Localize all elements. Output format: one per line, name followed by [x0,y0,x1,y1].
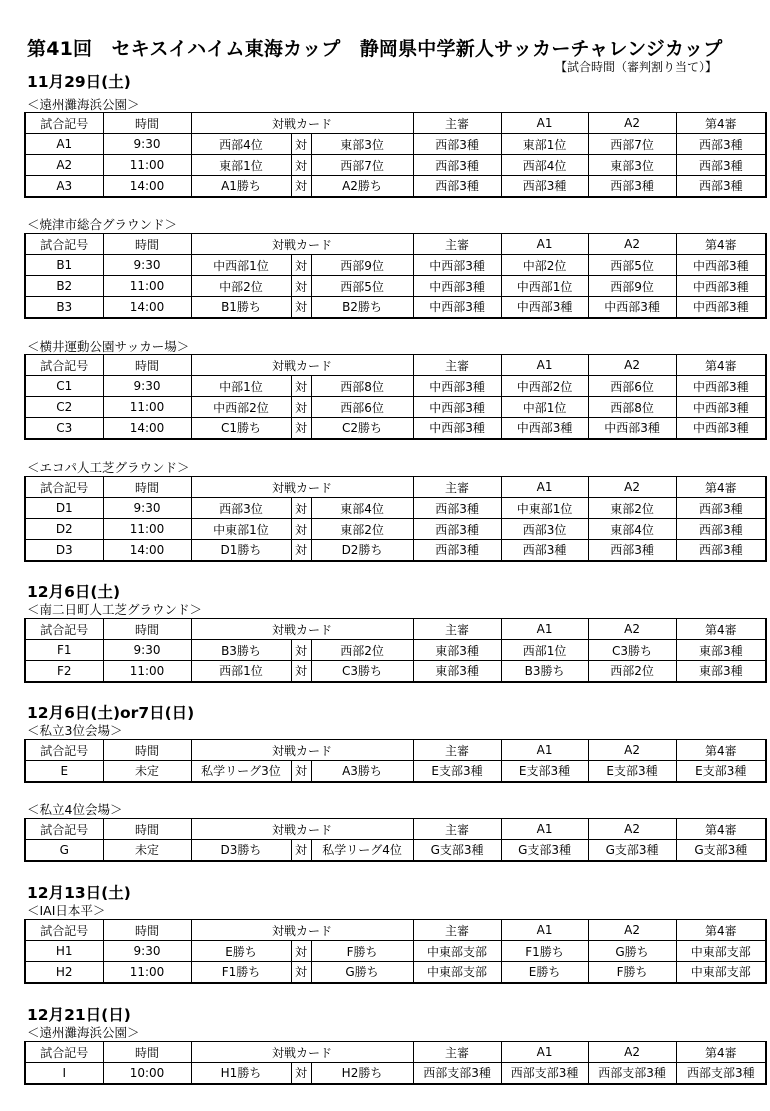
fourth-official: 東部3種 [676,640,766,661]
header-referee: 主審 [413,920,501,941]
team-away: 私学リーグ4位 [311,840,413,861]
header-time: 時間 [103,477,191,498]
team-home: F1勝ち [191,962,291,983]
table-row [25,276,766,297]
match-time: 11:00 [103,962,191,983]
vs-label: 対 [291,640,311,661]
header-a2: A2 [588,740,676,761]
schedule-table [24,476,767,562]
team-home: 中西部1位 [191,255,291,276]
referee-main: E支部3種 [413,761,501,782]
header-match-id: 試合記号 [25,619,103,640]
match-id: D1 [25,498,103,519]
table-row [25,1063,766,1084]
match-id: B2 [25,276,103,297]
table-row [25,962,766,983]
team-away: A2勝ち [311,176,413,197]
assistant-2: 東部4位 [588,519,676,540]
match-time: 11:00 [103,155,191,176]
venue-name: ＜南二日町人工芝グラウンド＞ [27,602,203,617]
venue-name: ＜遠州灘海浜公園＞ [27,97,140,112]
header-a1: A1 [501,740,588,761]
assistant-2: 西部7位 [588,134,676,155]
assistant-2: G支部3種 [588,840,676,861]
fourth-official: E支部3種 [676,761,766,782]
table-row [25,941,766,962]
schedule-table [24,739,767,783]
header-a1: A1 [501,819,588,840]
team-home: E勝ち [191,941,291,962]
team-home: D3勝ち [191,840,291,861]
match-id: D2 [25,519,103,540]
header-referee: 主審 [413,477,501,498]
venue-name: ＜エコパ人工芝グラウンド＞ [27,460,190,475]
venue-name: ＜私立3位会場＞ [27,723,123,738]
team-home: 西部3位 [191,498,291,519]
header-matchup: 対戦カード [191,477,413,498]
table-row [25,376,766,397]
assistant-1: G支部3種 [501,840,588,861]
assistant-2: 中西部3種 [588,297,676,318]
match-id: G [25,840,103,861]
vs-label: 対 [291,176,311,197]
document-title: 第41回 セキスイハイム東海カップ 静岡県中学新人サッカーチャレンジカップ [27,38,723,60]
vs-label: 対 [291,519,311,540]
assistant-1: 西部1位 [501,640,588,661]
vs-label: 対 [291,155,311,176]
table-row [25,176,766,197]
team-home: B1勝ち [191,297,291,318]
team-away: 西部9位 [311,255,413,276]
assistant-2: 西部8位 [588,397,676,418]
assistant-1: E支部3種 [501,761,588,782]
schedule-table [24,233,767,319]
schedule-table [24,1041,767,1085]
header-fourth: 第4審 [676,355,766,376]
team-away: D2勝ち [311,540,413,561]
referee-main: 東部3種 [413,640,501,661]
header-a2: A2 [588,1042,676,1063]
header-a2: A2 [588,355,676,376]
table-row [25,155,766,176]
match-time: 9:30 [103,941,191,962]
assistant-1: B3勝ち [501,661,588,682]
vs-label: 対 [291,941,311,962]
assistant-1: 東部1位 [501,134,588,155]
referee-main: 中西部3種 [413,255,501,276]
vs-label: 対 [291,540,311,561]
section-date: 12月6日(土)or7日(日) [27,704,195,722]
referee-main: 西部3種 [413,519,501,540]
header-time: 時間 [103,819,191,840]
header-referee: 主審 [413,740,501,761]
vs-label: 対 [291,962,311,983]
header-referee: 主審 [413,819,501,840]
fourth-official: 中西部3種 [676,418,766,439]
section-date: 12月21日(日) [27,1006,131,1024]
assistant-1: 西部3種 [501,540,588,561]
assistant-2: 西部3種 [588,540,676,561]
vs-label: 対 [291,840,311,861]
team-home: 中部1位 [191,376,291,397]
header-time: 時間 [103,1042,191,1063]
header-referee: 主審 [413,355,501,376]
match-id: C2 [25,397,103,418]
match-id: B3 [25,297,103,318]
header-time: 時間 [103,113,191,134]
fourth-official: 西部3種 [676,540,766,561]
table-row [25,397,766,418]
referee-main: 西部3種 [413,155,501,176]
vs-label: 対 [291,276,311,297]
table-row [25,418,766,439]
document-subtitle: 【試合時間（審判割り当て）】 [555,60,718,74]
referee-main: 中西部3種 [413,418,501,439]
header-referee: 主審 [413,234,501,255]
match-id: B1 [25,255,103,276]
header-fourth: 第4審 [676,619,766,640]
match-time: 9:30 [103,376,191,397]
team-away: G勝ち [311,962,413,983]
table-header-row [25,234,766,255]
team-away: C2勝ち [311,418,413,439]
header-a2: A2 [588,234,676,255]
match-id: I [25,1063,103,1084]
referee-main: 中西部3種 [413,297,501,318]
header-fourth: 第4審 [676,920,766,941]
assistant-1: 中西部1位 [501,276,588,297]
header-a2: A2 [588,113,676,134]
match-id: F1 [25,640,103,661]
match-time: 14:00 [103,176,191,197]
assistant-1: 西部4位 [501,155,588,176]
referee-main: 西部3種 [413,540,501,561]
vs-label: 対 [291,134,311,155]
header-a2: A2 [588,819,676,840]
fourth-official: 中東部支部 [676,962,766,983]
match-id: C3 [25,418,103,439]
match-time: 11:00 [103,276,191,297]
referee-main: 中東部支部 [413,941,501,962]
team-away: B2勝ち [311,297,413,318]
match-time: 9:30 [103,134,191,155]
table-row [25,297,766,318]
team-home: A1勝ち [191,176,291,197]
assistant-2: G勝ち [588,941,676,962]
table-row [25,661,766,682]
fourth-official: 西部支部3種 [676,1063,766,1084]
match-id: A1 [25,134,103,155]
header-match-id: 試合記号 [25,355,103,376]
header-matchup: 対戦カード [191,920,413,941]
vs-label: 対 [291,255,311,276]
header-match-id: 試合記号 [25,819,103,840]
header-matchup: 対戦カード [191,619,413,640]
header-a1: A1 [501,234,588,255]
table-row [25,498,766,519]
referee-main: 西部支部3種 [413,1063,501,1084]
match-id: E [25,761,103,782]
vs-label: 対 [291,376,311,397]
schedule-table [24,354,767,440]
match-time: 未定 [103,761,191,782]
referee-main: 西部3種 [413,176,501,197]
header-time: 時間 [103,740,191,761]
venue-name: ＜遠州灘海浜公園＞ [27,1025,140,1040]
section-date: 12月13日(土) [27,884,131,902]
team-home: 中部2位 [191,276,291,297]
header-matchup: 対戦カード [191,234,413,255]
schedule-table [24,919,767,984]
header-match-id: 試合記号 [25,920,103,941]
table-row [25,761,766,782]
venue-name: ＜IAI日本平＞ [27,903,106,918]
match-id: A2 [25,155,103,176]
fourth-official: 中西部3種 [676,397,766,418]
assistant-2: E支部3種 [588,761,676,782]
header-fourth: 第4審 [676,234,766,255]
header-match-id: 試合記号 [25,740,103,761]
header-fourth: 第4審 [676,819,766,840]
team-home: C1勝ち [191,418,291,439]
match-id: H1 [25,941,103,962]
fourth-official: 西部3種 [676,134,766,155]
header-fourth: 第4審 [676,113,766,134]
team-home: 私学リーグ3位 [191,761,291,782]
header-time: 時間 [103,234,191,255]
referee-main: G支部3種 [413,840,501,861]
assistant-1: 西部3種 [501,176,588,197]
team-away: 西部7位 [311,155,413,176]
assistant-2: 西部5位 [588,255,676,276]
header-a2: A2 [588,477,676,498]
vs-label: 対 [291,1063,311,1084]
assistant-2: 東部3位 [588,155,676,176]
vs-label: 対 [291,418,311,439]
header-match-id: 試合記号 [25,477,103,498]
fourth-official: 西部3種 [676,498,766,519]
match-id: H2 [25,962,103,983]
fourth-official: 西部3種 [676,176,766,197]
table-header-row [25,477,766,498]
team-home: H1勝ち [191,1063,291,1084]
table-header-row [25,619,766,640]
vs-label: 対 [291,397,311,418]
header-referee: 主審 [413,1042,501,1063]
referee-main: 中西部3種 [413,376,501,397]
table-row [25,540,766,561]
fourth-official: 東部3種 [676,661,766,682]
referee-main: 中西部3種 [413,276,501,297]
assistant-2: F勝ち [588,962,676,983]
table-header-row [25,113,766,134]
assistant-1: E勝ち [501,962,588,983]
table-row [25,134,766,155]
header-a2: A2 [588,619,676,640]
team-away: 西部6位 [311,397,413,418]
fourth-official: 中東部支部 [676,941,766,962]
assistant-1: 西部支部3種 [501,1063,588,1084]
header-matchup: 対戦カード [191,819,413,840]
match-time: 9:30 [103,640,191,661]
fourth-official: 中西部3種 [676,297,766,318]
referee-main: 中西部3種 [413,397,501,418]
team-away: C3勝ち [311,661,413,682]
team-home: 中東部1位 [191,519,291,540]
assistant-1: 中西部2位 [501,376,588,397]
assistant-2: 西部6位 [588,376,676,397]
header-match-id: 試合記号 [25,113,103,134]
header-fourth: 第4審 [676,1042,766,1063]
table-header-row [25,740,766,761]
team-away: F勝ち [311,941,413,962]
match-time: 14:00 [103,297,191,318]
vs-label: 対 [291,297,311,318]
assistant-1: 中東部1位 [501,498,588,519]
team-away: 西部5位 [311,276,413,297]
team-away: 西部8位 [311,376,413,397]
table-row [25,519,766,540]
header-referee: 主審 [413,113,501,134]
team-home: 中西部2位 [191,397,291,418]
header-referee: 主審 [413,619,501,640]
assistant-2: C3勝ち [588,640,676,661]
referee-main: 西部3種 [413,498,501,519]
referee-main: 西部3種 [413,134,501,155]
assistant-1: 中西部3種 [501,418,588,439]
header-a1: A1 [501,619,588,640]
fourth-official: 西部3種 [676,519,766,540]
match-id: D3 [25,540,103,561]
match-time: 11:00 [103,661,191,682]
team-away: 東部2位 [311,519,413,540]
header-match-id: 試合記号 [25,1042,103,1063]
match-id: C1 [25,376,103,397]
fourth-official: 西部3種 [676,155,766,176]
table-header-row [25,355,766,376]
header-a1: A1 [501,477,588,498]
fourth-official: G支部3種 [676,840,766,861]
team-away: 東部4位 [311,498,413,519]
team-away: 東部3位 [311,134,413,155]
venue-name: ＜私立4位会場＞ [27,802,123,817]
match-time: 14:00 [103,418,191,439]
venue-name: ＜焼津市総合グラウンド＞ [27,217,178,232]
team-home: 東部1位 [191,155,291,176]
team-home: 西部4位 [191,134,291,155]
team-home: 西部1位 [191,661,291,682]
header-matchup: 対戦カード [191,740,413,761]
assistant-2: 西部支部3種 [588,1063,676,1084]
fourth-official: 中西部3種 [676,255,766,276]
header-fourth: 第4審 [676,477,766,498]
header-a1: A1 [501,920,588,941]
team-away: A3勝ち [311,761,413,782]
assistant-2: 西部9位 [588,276,676,297]
schedule-table [24,618,767,683]
table-header-row [25,1042,766,1063]
assistant-2: 西部2位 [588,661,676,682]
match-id: A3 [25,176,103,197]
header-time: 時間 [103,619,191,640]
team-away: H2勝ち [311,1063,413,1084]
header-matchup: 対戦カード [191,355,413,376]
match-time: 9:30 [103,255,191,276]
table-header-row [25,819,766,840]
vs-label: 対 [291,498,311,519]
table-row [25,255,766,276]
assistant-1: F1勝ち [501,941,588,962]
fourth-official: 中西部3種 [676,276,766,297]
referee-main: 東部3種 [413,661,501,682]
header-fourth: 第4審 [676,740,766,761]
header-matchup: 対戦カード [191,1042,413,1063]
match-time: 11:00 [103,519,191,540]
assistant-2: 東部2位 [588,498,676,519]
header-a1: A1 [501,113,588,134]
referee-main: 中東部支部 [413,962,501,983]
table-header-row [25,920,766,941]
table-row [25,640,766,661]
assistant-1: 西部3位 [501,519,588,540]
team-home: D1勝ち [191,540,291,561]
schedule-table [24,112,767,198]
team-away: 西部2位 [311,640,413,661]
section-date: 11月29日(土) [27,73,131,91]
header-matchup: 対戦カード [191,113,413,134]
assistant-1: 中西部3種 [501,297,588,318]
team-home: B3勝ち [191,640,291,661]
venue-name: ＜横井運動公園サッカー場＞ [27,339,190,354]
match-time: 9:30 [103,498,191,519]
assistant-2: 西部3種 [588,176,676,197]
assistant-1: 中部1位 [501,397,588,418]
vs-label: 対 [291,661,311,682]
header-time: 時間 [103,355,191,376]
header-match-id: 試合記号 [25,234,103,255]
header-a1: A1 [501,1042,588,1063]
header-a1: A1 [501,355,588,376]
schedule-table [24,818,767,862]
match-time: 10:00 [103,1063,191,1084]
header-time: 時間 [103,920,191,941]
header-a2: A2 [588,920,676,941]
table-row [25,840,766,861]
match-time: 11:00 [103,397,191,418]
section-date: 12月6日(土) [27,583,121,601]
match-time: 未定 [103,840,191,861]
assistant-1: 中部2位 [501,255,588,276]
assistant-2: 中西部3種 [588,418,676,439]
fourth-official: 中西部3種 [676,376,766,397]
match-time: 14:00 [103,540,191,561]
vs-label: 対 [291,761,311,782]
match-id: F2 [25,661,103,682]
